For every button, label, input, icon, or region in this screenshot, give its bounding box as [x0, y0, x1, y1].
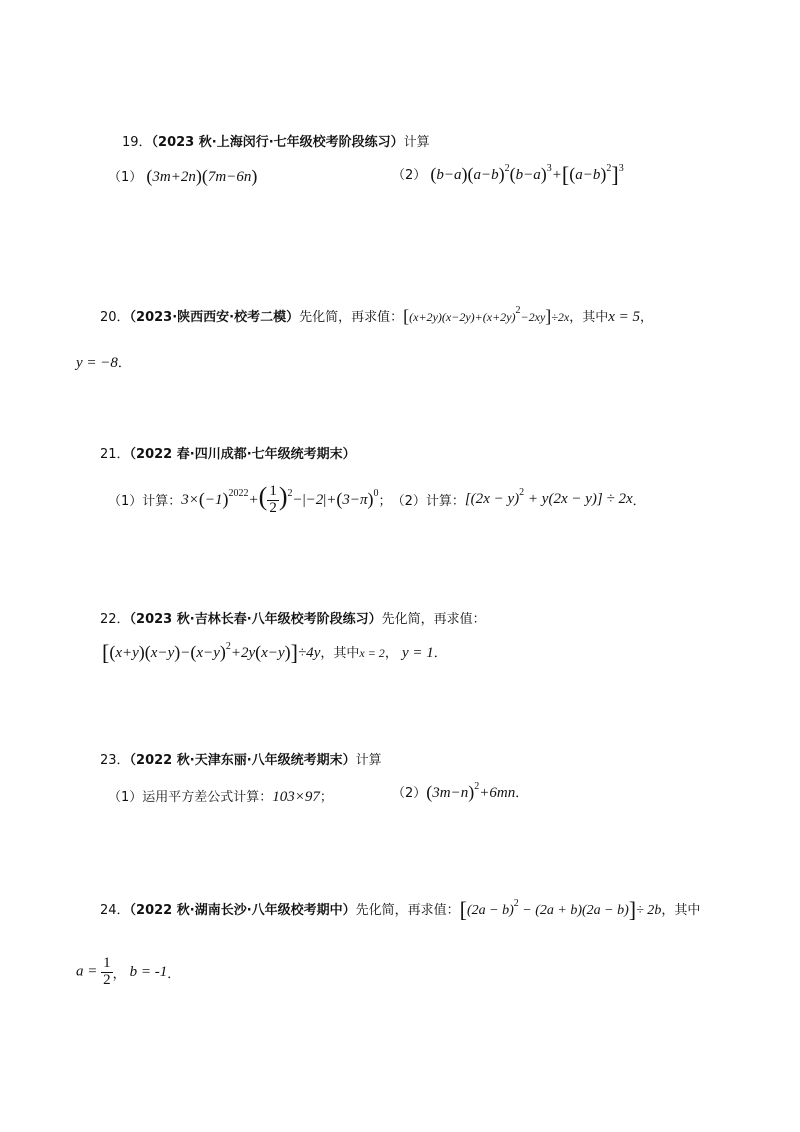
math-condition: x = 5	[608, 309, 641, 325]
question-number: 24．	[100, 903, 130, 918]
question-20-condition-line	[76, 352, 131, 372]
question-23-part-1	[108, 786, 333, 806]
where-text: ，其中	[320, 646, 360, 661]
question-24	[100, 897, 700, 923]
part-label: （1）运用平方差公式计算：	[108, 790, 273, 805]
separator: ；	[378, 493, 392, 509]
period: ．	[632, 493, 646, 509]
question-source: （2022 秋·湖南长沙·八年级校考期中）	[129, 903, 356, 918]
question-19-header	[122, 131, 430, 150]
math-expression: $[(2x - y)^2 + y(2x - y)] \div 2x$	[464, 486, 633, 507]
question-22-header	[100, 608, 486, 627]
math-expression: $(3m-n)^2+6mn$	[426, 781, 516, 802]
part-label: （1）计算：	[108, 493, 182, 509]
question-instruction: 先化简，再求值：	[355, 903, 460, 918]
question-19-part-1	[108, 166, 257, 187]
math-expression: $[(x+2y)(x-2y)+(x+2y)^2-2xy]\div 2x$	[403, 305, 570, 326]
question-22-expression	[102, 640, 447, 666]
question-number: 22．	[100, 612, 130, 627]
math-expression: $[(x+y)(x-y)-(x-y)^2+2y(x-y)]\div 4y$	[102, 640, 321, 665]
question-number: 23．	[100, 753, 130, 768]
part-label: （2）	[392, 168, 427, 183]
math-expression: $(b-a)(a-b)^2(b-a)^3+[(a-b)^2]^3$	[430, 162, 624, 187]
question-23-header	[100, 749, 382, 768]
math-condition: x = 2	[359, 646, 385, 660]
part-label: （2）计算：	[391, 493, 465, 509]
separator: ；	[319, 790, 333, 805]
separator: ，	[112, 966, 126, 982]
question-number: 20．	[100, 310, 130, 325]
where-text: ，其中	[569, 310, 609, 325]
separator: ，	[384, 646, 398, 661]
math-expression: 103×97	[272, 789, 320, 805]
question-19-part-2	[392, 162, 624, 188]
question-source: （2023 秋·上海闵行·七年级校考阶段练习）	[151, 135, 404, 150]
question-source: （2022 春·四川成都·七年级统考期末）	[129, 447, 356, 462]
question-21-header	[100, 443, 356, 462]
question-instruction: 计算	[403, 135, 430, 150]
part-label: （1）	[108, 170, 143, 185]
where-text: ，其中	[661, 903, 701, 918]
math-condition: b = -1	[129, 963, 168, 980]
period: ．	[117, 356, 131, 371]
math-condition: y = −8	[76, 355, 118, 371]
question-23-part-2	[392, 782, 528, 803]
question-20	[100, 306, 653, 327]
question-source: （2023 秋·吉林长春·八年级校考阶段练习）	[129, 612, 382, 627]
question-24-condition-line	[76, 956, 180, 989]
question-source: （2022 秋·天津东丽·八年级统考期末）	[129, 753, 356, 768]
math-expression: $3\times(-1)^{2022}+$( $\frac{1}{2}$ )$^2-|-2|+(3-\pi)^0$	[181, 482, 379, 517]
question-instruction: 先化简，再求值：	[381, 612, 486, 627]
part-label: （2）	[392, 786, 427, 801]
question-instruction: 计算	[355, 753, 382, 768]
math-expression: $[(2a - b)^2 - (2a + b)(2a - b)]\div 2b$	[459, 897, 662, 922]
math-condition: y = 1	[401, 645, 434, 661]
separator: ，	[640, 310, 654, 325]
question-number: 19．	[122, 135, 152, 150]
period: ．	[515, 786, 529, 801]
question-21-parts	[108, 482, 646, 517]
question-instruction: 先化简，再求值：	[299, 310, 404, 325]
question-number: 21．	[100, 447, 130, 462]
period: ．	[167, 966, 181, 982]
question-source: （2023·陕西西安·校考二模）	[129, 310, 300, 325]
period: ．	[433, 646, 447, 661]
math-condition: a = $\frac{1}{2}$	[76, 955, 111, 988]
math-expression: (3m+2n)(7m−6n)	[146, 166, 258, 186]
